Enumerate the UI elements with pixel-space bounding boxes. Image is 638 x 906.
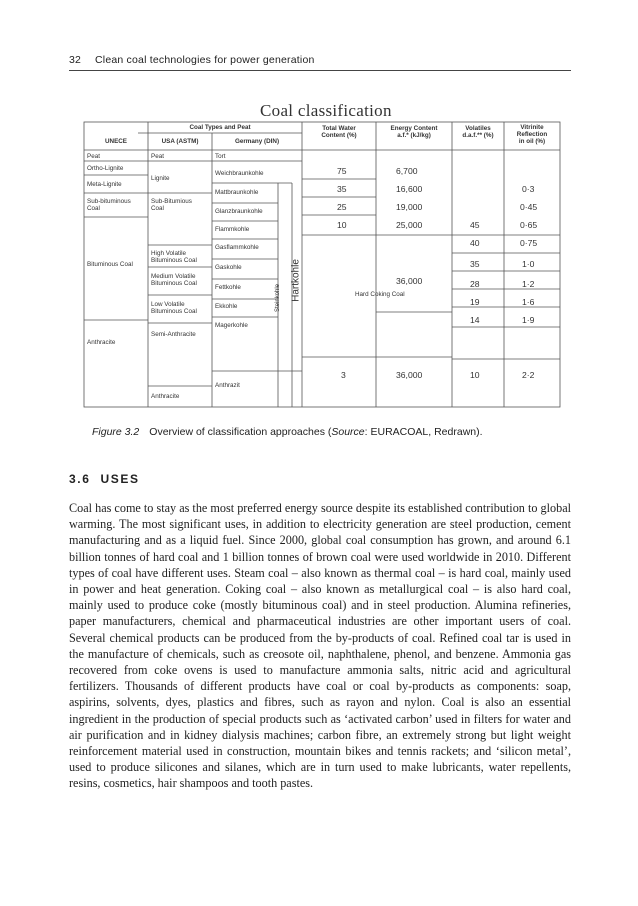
din-magerkohle: Magerkohle (215, 322, 248, 329)
unece-bituminous: Bituminous Coal (87, 261, 133, 268)
volatiles-35: 35 (470, 259, 480, 269)
energy-16600: 16,600 (396, 184, 423, 194)
running-title: Clean coal technologies for power generation (95, 54, 315, 66)
figure-title: Coal classification (260, 101, 392, 120)
volatiles-40: 40 (470, 238, 480, 248)
din-gaskohle: Gaskohle (215, 264, 242, 271)
din-tort: Tort (215, 153, 226, 160)
energy-25000: 25,000 (396, 220, 423, 230)
running-head (69, 50, 571, 70)
body-paragraph: Coal has come to stay as the most preferred energy source despite its established contribution to global warming. The most significant uses, in addition to electricity generation are steel production, cement manufacturing and as a liquid fuel. Since 2000, global coal consumption has grown, and around 6.1 billion tonnes of hard coal and 1 billion tonnes of brown coal were used worldwide in 2010. Different types of coal have different uses. Steam coal – also known as thermal coal – is hard coal, mainly used in power and heat generation. Coking coal – also known as metallurgical coal – is also hard coal, mainly used to produce coke (mostly bituminous coal) and in steel production. Alumina refineries, paper manufacturers, chemical and pharmaceutical industries are other important users of coal. Several chemical products can be produced from the by-products of coal. Refined coal tar is used in the manufacture of chemicals, such as creosote oil, naphthalene, phenol, and benzene. Ammonia gas recovered from coke ovens is used to manufacture ammonia salts, nitric acid and agricultural fertilizers. Thousands of different products have coal or coal by-products as components: soap, aspirins, solvents, dyes, plastics and fibres, such as rayon and nylon. Coal is also an essential ingredient in the production of special products such as ‘activated carbon’ used in filters for water and air purification and in kidney dialysis machines; carbon fibre, an extremely strong but light weight reinforcement material used in construction, mountain bikes and tennis rackets; and ‘silicon metal’, used to produce silicones and silanes, which are in turn used to make lubricants, water repellents, resins, cosmetics, hair shampoos and tooth pastes. (69, 501, 571, 791)
vitrinite-1-2: 1·2 (522, 279, 535, 289)
section-title: USES (100, 472, 140, 486)
din-mattbraunkohle: Mattbraunkohle (215, 189, 259, 196)
din-flammkohle: Flammkohle (215, 226, 250, 233)
hartkohle-label: Hartkohle (290, 259, 302, 302)
vitrinite-1-0: 1·0 (522, 259, 535, 269)
vitrinite-2-2: 2·2 (522, 370, 535, 380)
din-ekkohle: Ekkohle (215, 303, 238, 310)
astm-medium-volatile: Medium Volatile Bituminous Coal (151, 273, 197, 288)
water-3: 3 (341, 370, 346, 380)
water-10: 10 (337, 220, 347, 230)
astm-high-volatile: High Volatile Bituminous Coal (151, 250, 197, 265)
unece-meta-lignite: Meta-Lignite (87, 181, 122, 188)
volatiles-45: 45 (470, 220, 480, 230)
caption-source-text: : EURACOAL, Redrawn). (364, 426, 483, 438)
vitrinite-0-3: 0·3 (522, 184, 535, 194)
astm-anthracite: Anthracite (151, 393, 180, 400)
astm-semi-anthracite: Semi-Anthracite (151, 331, 196, 338)
hard-coking-coal-label: Hard Coking Coal (355, 291, 405, 298)
energy-6700: 6,700 (396, 166, 418, 176)
page-number: 32 (69, 54, 82, 66)
vitrinite-0-75: 0·75 (520, 238, 538, 248)
vitrinite-0-65: 0·65 (520, 220, 538, 230)
header-energy-content: Energy Content a.f.* (kJ/kg) (390, 125, 438, 140)
unece-ortho-lignite: Ortho-Lignite (87, 165, 124, 172)
astm-low-volatile: Low Volatile Bituminous Coal (151, 301, 197, 316)
unece-anthracite: Anthracite (87, 339, 116, 346)
coal-classification-figure (80, 95, 564, 415)
figure-caption (92, 426, 562, 438)
vitrinite-1-9: 1·9 (522, 315, 535, 325)
energy-36000-bituminous: 36,000 (396, 276, 423, 286)
din-fettkohle: Fettkohle (215, 284, 241, 291)
din-weichbraunkohle: Weichbraunkohle (215, 170, 264, 177)
din-anthrazit: Anthrazit (215, 382, 240, 389)
energy-36000-anthracite: 36,000 (396, 370, 423, 380)
steinkohle-label: Steinkohle (275, 283, 281, 313)
caption-source-label: Source (331, 426, 365, 438)
astm-lignite: Lignite (151, 175, 170, 182)
volatiles-10: 10 (470, 370, 480, 380)
caption-number: Figure 3.2 (92, 426, 140, 438)
water-75: 75 (337, 166, 347, 176)
section-number: 3.6 (69, 472, 91, 486)
unece-sub-bituminous: Sub-bituminous Coal (87, 198, 131, 213)
header-unece: UNECE (104, 138, 128, 145)
header-astm: USA (ASTM) (161, 138, 199, 145)
energy-19000: 19,000 (396, 202, 423, 212)
header-total-water: Total Water Content (%) (321, 125, 357, 140)
water-25: 25 (337, 202, 347, 212)
caption-text: Overview of classification approaches ( (149, 426, 332, 438)
header-volatiles: Volatiles d.a.f.** (%) (462, 125, 494, 140)
water-35: 35 (337, 184, 347, 194)
header-rule (69, 70, 571, 71)
volatiles-19: 19 (470, 297, 480, 307)
astm-sub-bitumious: Sub-Bitumious Coal (151, 198, 192, 213)
section-heading (69, 472, 140, 486)
din-glanzbraunkohle: Glanzbraunkohle (215, 208, 263, 215)
volatiles-14: 14 (470, 315, 480, 325)
header-coal-types: Coal Types and Peat (189, 124, 251, 131)
unece-peat: Peat (87, 153, 100, 160)
header-din: Germany (DIN) (234, 138, 280, 145)
header-vitrinite: Vitrinite Reflection in oil (%) (516, 124, 548, 146)
din-gasflammkohle: Gasflammkohle (215, 244, 259, 251)
vitrinite-1-6: 1·6 (522, 297, 535, 307)
table-border (84, 122, 560, 407)
vitrinite-0-45: 0·45 (520, 202, 538, 212)
astm-peat: Peat (151, 153, 164, 160)
volatiles-28: 28 (470, 279, 480, 289)
